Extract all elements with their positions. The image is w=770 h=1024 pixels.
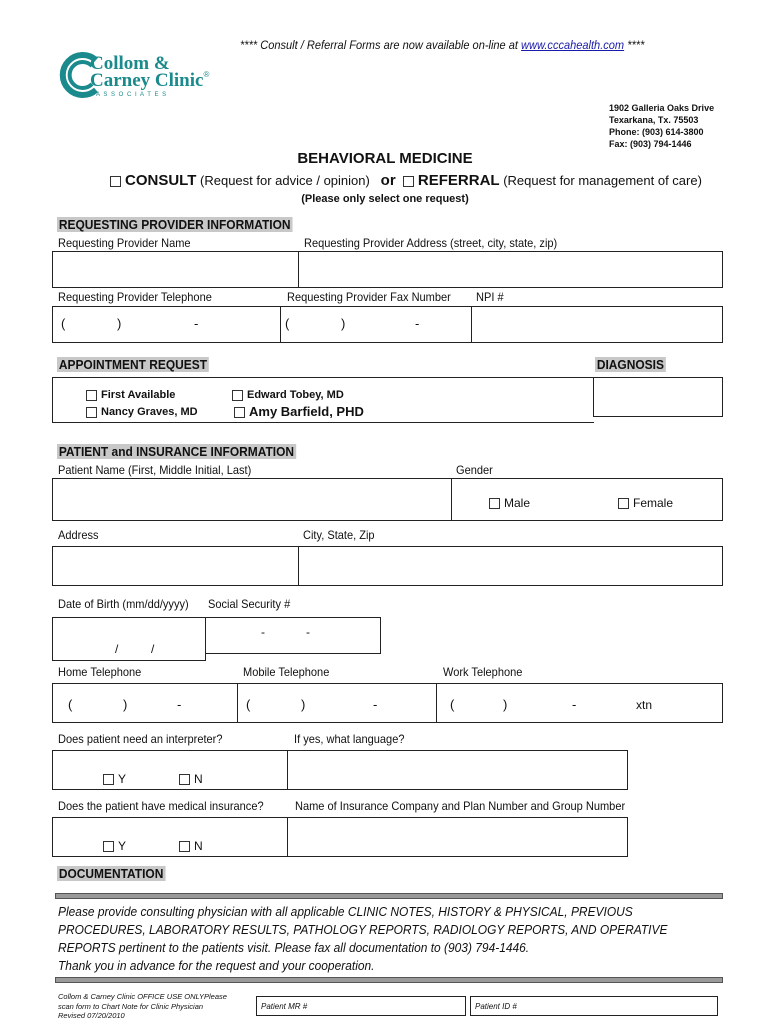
logo-line1: Collom & [90, 53, 170, 74]
checkbox[interactable] [179, 841, 190, 852]
male-label: Male [504, 496, 531, 510]
female-label: Female [633, 496, 674, 510]
yes-label: Y [118, 772, 127, 786]
online-notice [240, 38, 644, 52]
paren-open: ( [450, 697, 455, 712]
insurance-yes[interactable] [103, 839, 126, 853]
address-label: Address [58, 528, 99, 542]
dash: - [415, 316, 420, 331]
patient-name-label: Patient Name (First, Middle Initial, Last) [58, 463, 252, 477]
clinic-address [609, 102, 714, 150]
logo-sub: A S S O C I A T E S [96, 92, 168, 98]
option-edward-tobey[interactable] [232, 389, 344, 401]
patient-mr-field[interactable] [256, 996, 466, 1016]
address-line: Fax: (903) 794-1446 [609, 139, 692, 149]
paren-open: ( [61, 316, 66, 331]
language-question: If yes, what language? [294, 732, 405, 746]
checkbox[interactable] [103, 774, 114, 785]
checkbox[interactable] [232, 390, 243, 401]
yes-label: Y [118, 839, 127, 853]
city-state-zip-label: City, State, Zip [303, 528, 375, 542]
office-use-line: scan form to Chart Note for Clinic Physician [58, 1001, 204, 1011]
patient-name-field[interactable] [52, 478, 452, 521]
dash: - [306, 625, 310, 639]
paren-close: ) [123, 697, 128, 712]
patient-id-field[interactable] [470, 996, 718, 1016]
doc-line: REPORTS pertinent to the patients visit. Please fax all documentation to (903) 794-1446. [58, 940, 530, 955]
paren-open: ( [68, 697, 73, 712]
option-label: Amy Barfield, PHD [249, 404, 364, 419]
paren-close: ) [341, 316, 346, 331]
referral-checkbox[interactable] [403, 176, 414, 187]
checkbox[interactable] [179, 774, 190, 785]
gender-field [451, 478, 723, 521]
doc-line: PROCEDURES, LABORATORY RESULTS, PATHOLOGY REPORTS, RADIOLOGY REPORTS, AND OPERATIVE [58, 922, 668, 937]
npi-field[interactable] [471, 306, 723, 343]
dash: - [572, 697, 577, 712]
insurance-name-label: Name of Insurance Company and Plan Number and Group Number [295, 799, 626, 813]
section-diagnosis: DIAGNOSIS [596, 357, 664, 372]
home-phone-label: Home Telephone [58, 665, 142, 679]
interpreter-question: Does patient need an interpreter? [58, 732, 223, 746]
dash: - [177, 697, 182, 712]
interpreter-no[interactable] [179, 772, 203, 786]
referral-desc: (Request for management of care) [503, 173, 702, 188]
provider-address-field[interactable] [298, 251, 723, 288]
dash: - [261, 625, 265, 639]
address-line: 1902 Galleria Oaks Drive [609, 103, 715, 113]
divider [55, 893, 723, 899]
notice-prefix: **** Consult / Referral Forms are now available on-line at [240, 38, 522, 52]
language-field[interactable] [287, 750, 628, 790]
provider-name-field[interactable] [52, 251, 299, 288]
logo-line2-wrap [90, 70, 209, 92]
gender-male[interactable] [489, 496, 530, 510]
paren-close: ) [503, 697, 508, 712]
option-label: First Available [101, 389, 176, 401]
office-use-note [58, 992, 227, 1021]
npi-label: NPI # [476, 290, 504, 304]
checkbox[interactable] [86, 390, 97, 401]
consult-checkbox[interactable] [110, 176, 121, 187]
or-text: or [380, 172, 396, 189]
section-documentation: DOCUMENTATION [58, 866, 164, 881]
provider-phone-field[interactable] [52, 306, 281, 343]
dob-label: Date of Birth (mm/dd/yyyy) [58, 597, 189, 611]
request-type-row [110, 172, 702, 189]
gender-female[interactable] [618, 496, 673, 510]
no-label: N [194, 839, 203, 853]
doc-line: Thank you in advance for the request and your cooperation. [58, 958, 375, 973]
logo-registered: ® [203, 70, 210, 79]
doc-line: Please provide consulting physician with all applicable CLINIC NOTES, HISTORY & PHYSICAL, PREVIOUS [58, 904, 633, 919]
referral-label: REFERRAL [417, 172, 500, 189]
interpreter-yes[interactable] [103, 772, 126, 786]
option-label: Edward Tobey, MD [247, 389, 344, 401]
insurance-no[interactable] [179, 839, 203, 853]
documentation-text [58, 903, 667, 975]
notice-link[interactable]: www.cccahealth.com [521, 38, 625, 52]
diagnosis-field[interactable] [593, 377, 723, 417]
insurance-field [52, 817, 288, 857]
option-nancy-graves[interactable] [86, 406, 198, 418]
interpreter-field [52, 750, 288, 790]
form-title: BEHAVIORAL MEDICINE [297, 150, 473, 167]
divider [55, 977, 723, 983]
xtn-label: xtn [636, 698, 653, 712]
paren-close: ) [301, 697, 306, 712]
dash: - [194, 316, 199, 331]
select-note: (Please only select one request) [301, 193, 469, 205]
gender-label: Gender [456, 463, 493, 477]
section-patient-info: PATIENT and INSURANCE INFORMATION [58, 444, 295, 459]
office-use-line: Collom & Carney Clinic OFFICE USE ONLYPlease [58, 992, 227, 1001]
ssn-label: Social Security # [208, 597, 291, 611]
insurance-question: Does the patient have medical insurance? [58, 799, 264, 813]
section-appointment: APPOINTMENT REQUEST [58, 357, 208, 372]
work-phone-label: Work Telephone [443, 665, 523, 679]
slash: / [115, 642, 119, 656]
office-use-line: Revised 07/20/2010 [58, 1011, 125, 1020]
option-label: Nancy Graves, MD [101, 406, 198, 418]
consult-desc: (Request for advice / opinion) [200, 173, 370, 188]
dob-field[interactable] [52, 617, 206, 661]
mobile-phone-label: Mobile Telephone [243, 665, 330, 679]
provider-address-label: Requesting Provider Address (street, city, state, zip) [304, 236, 558, 250]
mobile-phone-field[interactable] [237, 683, 437, 723]
clinic-logo [56, 50, 216, 105]
patient-id-label: Patient ID # [475, 1002, 517, 1011]
consult-label: CONSULT [125, 172, 197, 189]
home-phone-field[interactable] [52, 683, 238, 723]
paren-open: ( [246, 697, 251, 712]
provider-name-label: Requesting Provider Name [58, 236, 191, 250]
option-amy-barfield[interactable] [234, 404, 364, 419]
checkbox[interactable] [489, 498, 500, 509]
slash: / [151, 642, 155, 656]
checkbox[interactable] [103, 841, 114, 852]
address-line: Phone: (903) 614-3800 [609, 127, 704, 137]
paren-open: ( [285, 316, 290, 331]
address-line: Texarkana, Tx. 75503 [609, 115, 699, 125]
checkbox[interactable] [234, 407, 245, 418]
provider-fax-label: Requesting Provider Fax Number [287, 290, 451, 304]
section-provider-info: REQUESTING PROVIDER INFORMATION [58, 217, 291, 232]
no-label: N [194, 772, 203, 786]
insurance-company-field[interactable] [287, 817, 628, 857]
checkbox[interactable] [618, 498, 629, 509]
option-first-available[interactable] [86, 389, 175, 401]
ssn-field[interactable] [205, 617, 381, 654]
work-phone-field[interactable] [436, 683, 723, 723]
provider-fax-field[interactable] [280, 306, 472, 343]
city-state-zip-field[interactable] [298, 546, 723, 586]
checkbox[interactable] [86, 407, 97, 418]
paren-close: ) [117, 316, 122, 331]
patient-mr-label: Patient MR # [261, 1002, 308, 1011]
dash: - [373, 697, 378, 712]
logo-line2: Carney Clinic [90, 70, 204, 91]
address-field[interactable] [52, 546, 299, 586]
notice-suffix: **** [624, 38, 645, 52]
provider-phone-label: Requesting Provider Telephone [58, 290, 212, 304]
